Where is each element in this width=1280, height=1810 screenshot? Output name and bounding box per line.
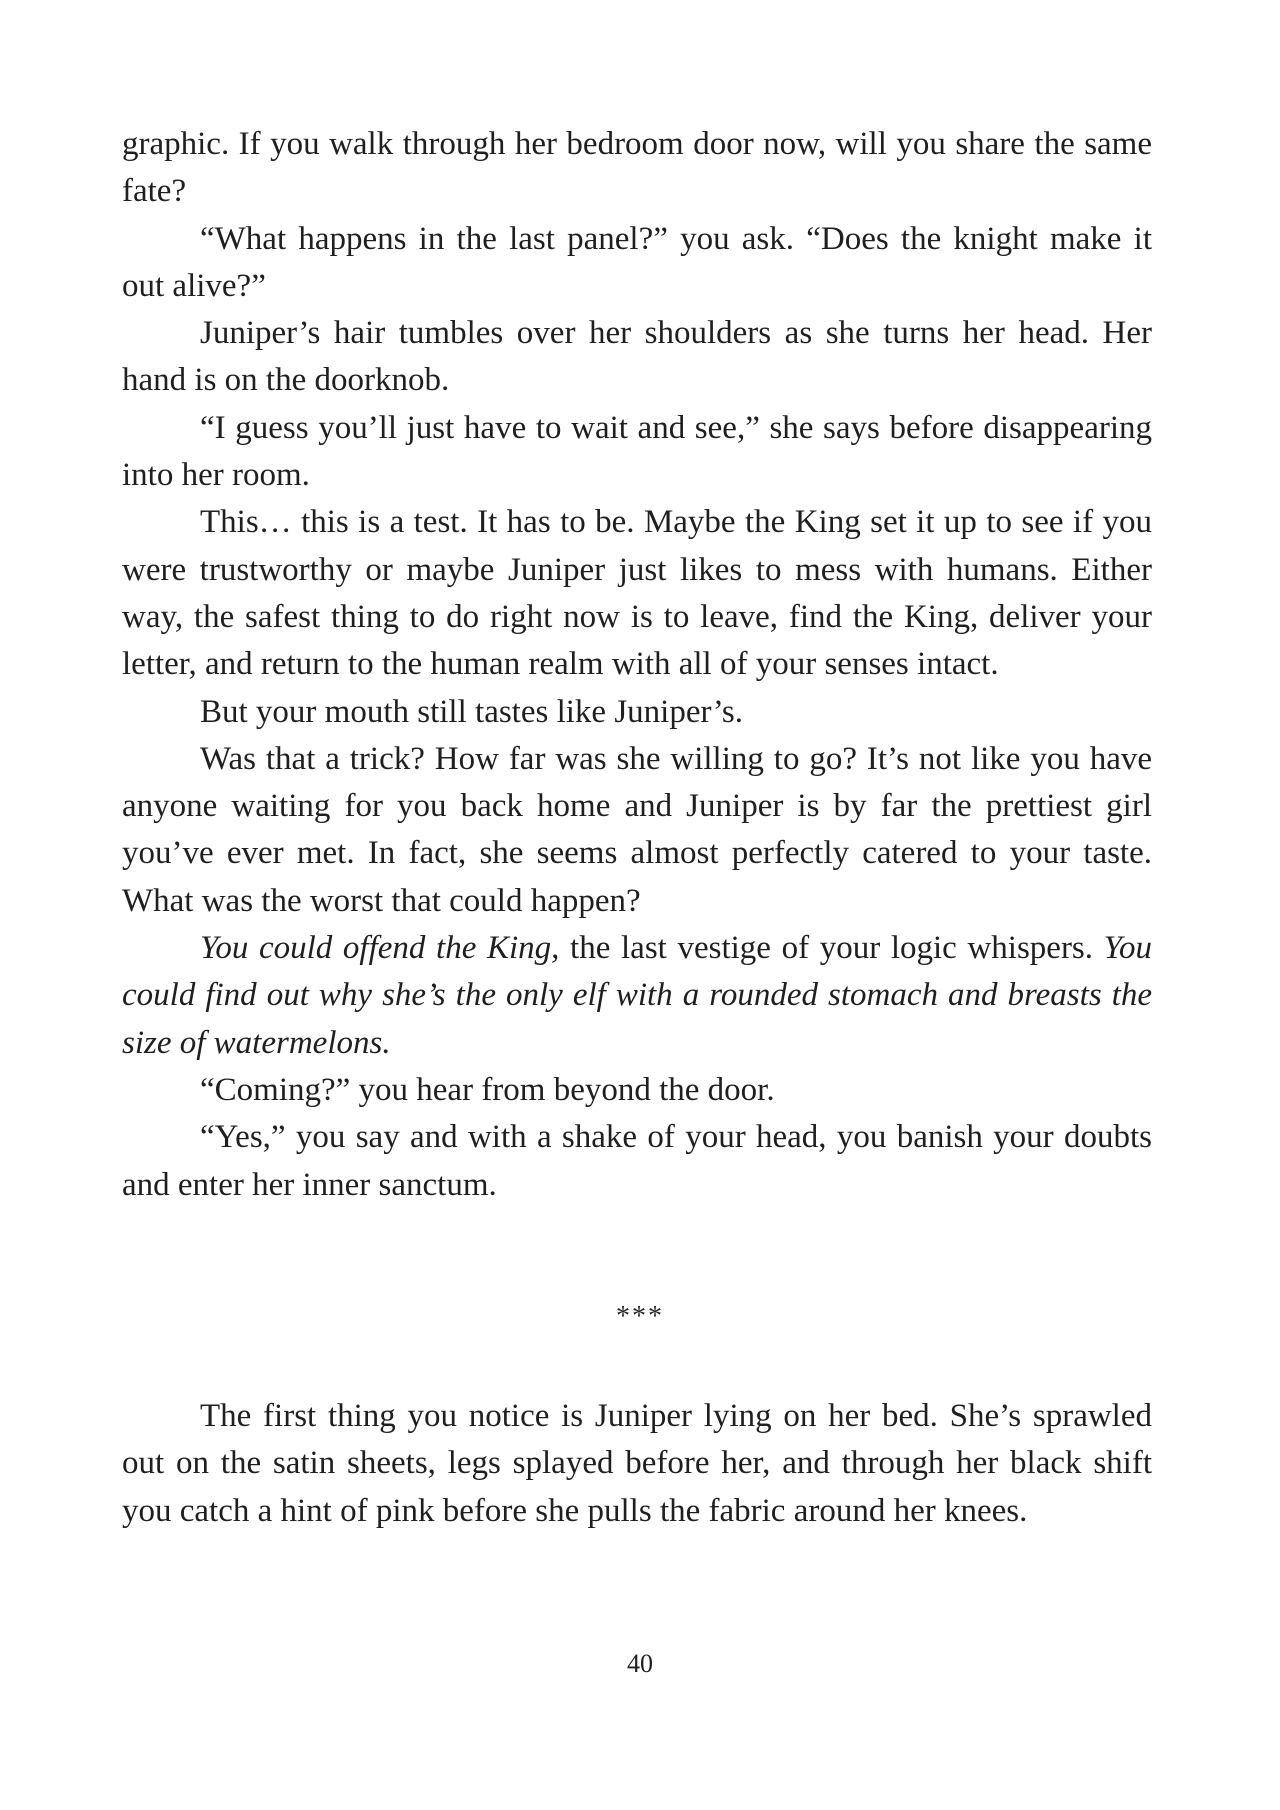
paragraph-8 bbox=[122, 925, 1152, 1067]
paragraph-2 bbox=[122, 216, 1152, 311]
paragraph-8-italic-1: You could offend the King, bbox=[200, 930, 560, 967]
paragraph-10 bbox=[122, 1114, 1152, 1209]
page-number: 40 bbox=[627, 1649, 653, 1678]
paragraph-3-text: Juniper’s hair tumbles over her shoulders as she turns her head. Her hand is on the doorknob. bbox=[122, 315, 1152, 399]
paragraph-5-text: This… this is a test. It has to be. Maybe the King set it up to see if you were trustworthy or maybe Juniper just likes to mess with humans. Either way, the safest thing to do right now is to leave, find the King, deliver your letter, and return to the human realm with all of your senses intact. bbox=[122, 504, 1152, 683]
paragraph-5 bbox=[122, 499, 1152, 688]
paragraph-4 bbox=[122, 405, 1152, 500]
paragraph-3 bbox=[122, 310, 1152, 405]
paragraph-8-italic-2: You could find out why she’s the only elf with a rounded stomach and breasts the size of watermelons. bbox=[122, 930, 1152, 1061]
paragraph-2-text: “What happens in the last panel?” you ask. “Does the knight make it out alive?” bbox=[122, 220, 1152, 304]
paragraph-8-text: the last vestige of your logic whispers. bbox=[559, 930, 1104, 967]
paragraph-6 bbox=[122, 689, 1152, 736]
paragraph-10-text: “Yes,” you say and with a shake of your head, you banish your doubts and enter her inner sanctum. bbox=[122, 1119, 1152, 1203]
paragraph-1 bbox=[122, 121, 1152, 216]
paragraph-9-text: “Coming?” you hear from beyond the door. bbox=[200, 1071, 775, 1108]
body-text bbox=[122, 121, 1152, 1209]
paragraph-7 bbox=[122, 736, 1152, 925]
paragraph-11 bbox=[122, 1393, 1152, 1535]
paragraph-6-text: But your mouth still tastes like Juniper’s. bbox=[200, 693, 743, 730]
paragraph-7-text: Was that a trick? How far was she willing to go? It’s not like you have anyone waiting for you back home and Juniper is by far the prettiest girl you’ve ever met. In fact, she seems almost perfectly catered to your taste. What was the worst that could happen? bbox=[122, 740, 1152, 919]
paragraph-1-text: graphic. If you walk through her bedroom door now, will you share the same fate? bbox=[122, 126, 1152, 210]
paragraph-11-text: The first thing you notice is Juniper lying on her bed. She’s sprawled out on the satin sheets, legs splayed before her, and through her black shift you catch a hint of pink before she pulls the fabric around her knees. bbox=[122, 1398, 1152, 1529]
body-text-after-break bbox=[122, 1393, 1152, 1535]
paragraph-9 bbox=[122, 1067, 1152, 1114]
paragraph-4-text: “I guess you’ll just have to wait and see,” she says before disappearing into her room. bbox=[122, 409, 1152, 494]
section-break: *** bbox=[616, 1301, 664, 1332]
